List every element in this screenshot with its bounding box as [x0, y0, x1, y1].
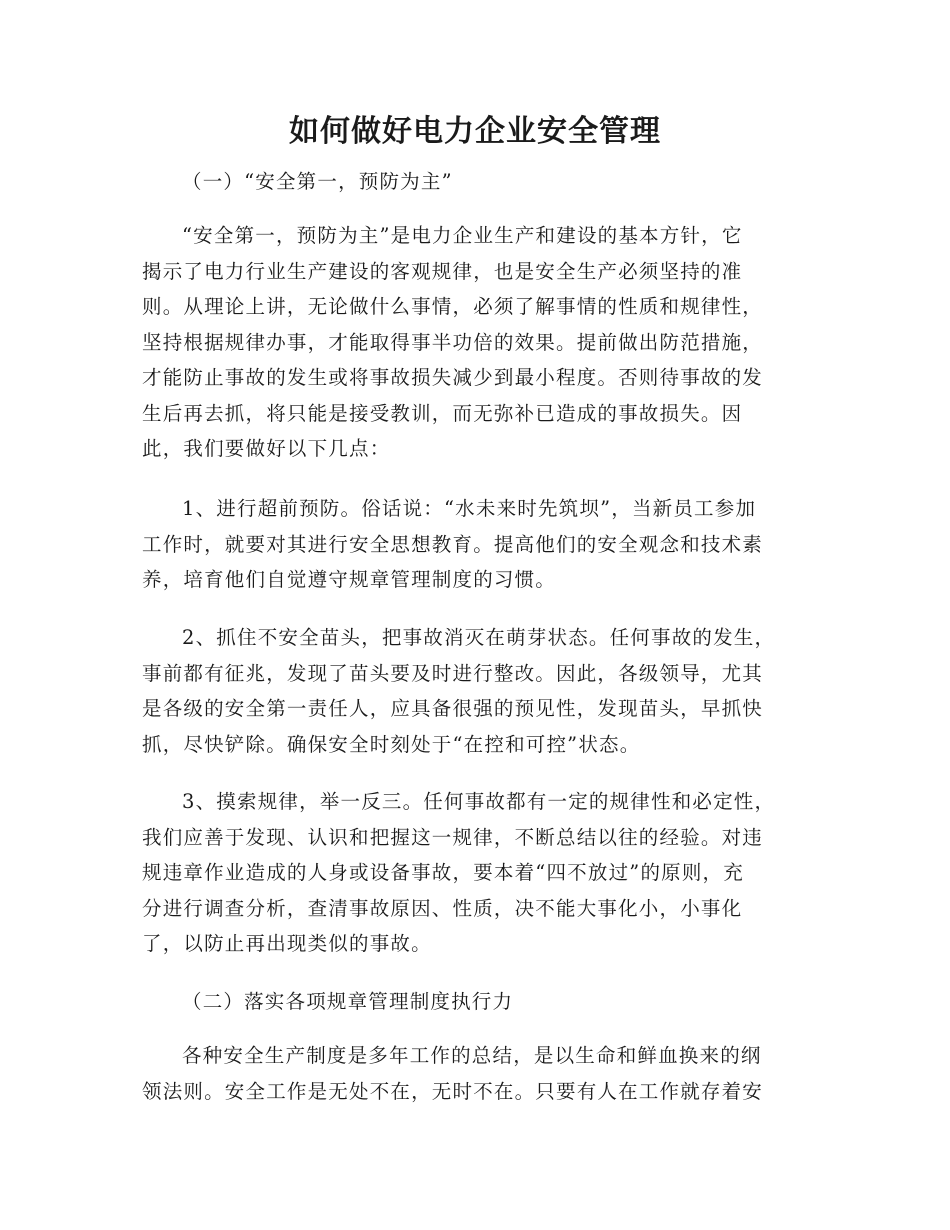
- section-heading-1: （一）“安全第一，预防为主”: [182, 170, 453, 193]
- paragraph-line: 分进行调查分析，查清事故原因、性质，决不能大事化小，小事化: [142, 896, 743, 920]
- paragraph-line: 养，培育他们自觉遵守规章管理制度的习惯。: [142, 568, 557, 591]
- paragraph-line: 我们应善于发现、认识和把握这一规律，不断总结以往的经验。对违: [142, 825, 764, 849]
- paragraph-line: 各种安全生产制度是多年工作的总结，是以生命和鲜血换来的纲: [182, 1044, 762, 1067]
- paragraph-line: 规违章作业造成的人身或设备事故，要本着“四不放过”的原则，充: [142, 861, 744, 884]
- paragraph-line: 工作时，就要对其进行安全思想教育。提高他们的安全观念和技术素: [142, 532, 764, 556]
- paragraph-section-2: [142, 1038, 806, 1109]
- paragraph-line: 是各级的安全第一责任人，应具备很强的预见性，发现苗头，早抓快: [142, 697, 764, 720]
- paragraph-line: 才能防止事故的发生或将事故损失减少到最小程度。否则待事故的发: [142, 366, 764, 389]
- paragraph-line: 事前都有征兆，发现了苗头要及时进行整改。因此，各级领导，尤其: [142, 661, 764, 685]
- paragraph-line: 坚持根据规律办事，才能取得事半功倍的效果。提前做出防范措施，: [142, 330, 764, 354]
- paragraph-line: 揭示了电力行业生产建设的客观规律，也是安全生产必须坚持的准: [142, 259, 743, 283]
- section-heading-2: （二）落实各项规章管理制度执行力: [182, 990, 514, 1013]
- paragraph-line: 生后再去抓，将只能是接受教训，而无弥补已造成的事故损失。因: [142, 401, 743, 425]
- paragraph-line: 此，我们要做好以下几点：: [142, 437, 391, 460]
- paragraph-line: 2、抓住不安全苗头，把事故消灭在萌芽状态。任何事故的发生，: [182, 626, 776, 649]
- document-title: 如何做好电力企业安全管理: [289, 114, 661, 149]
- paragraph-point-3: [142, 784, 806, 962]
- paragraph-line: 领法则。安全工作是无处不在，无时不在。只要有人在工作就存着安: [142, 1079, 764, 1103]
- paragraph-line: 3、摸索规律，举一反三。任何事故都有一定的规律性和必定性，: [182, 790, 776, 813]
- paragraph-line: 了，以防止再出现类似的事故。: [142, 932, 432, 955]
- paragraph-point-1: [142, 491, 806, 598]
- paragraph-line: 抓，尽快铲除。确保安全时刻处于“在控和可控”状态。: [142, 732, 641, 756]
- paragraph-line: 则。从理论上讲，无论做什么事情，必须了解事情的性质和规律性，: [142, 295, 764, 318]
- paragraph-line: 1、进行超前预防。俗话说：“水未来时先筑坝”，当新员工参加: [182, 497, 757, 520]
- paragraph-intro: [142, 218, 806, 467]
- paragraph-line: “安全第一，预防为主”是电力企业生产和建设的基本方针，它: [182, 224, 743, 247]
- paragraph-point-2: [142, 620, 806, 762]
